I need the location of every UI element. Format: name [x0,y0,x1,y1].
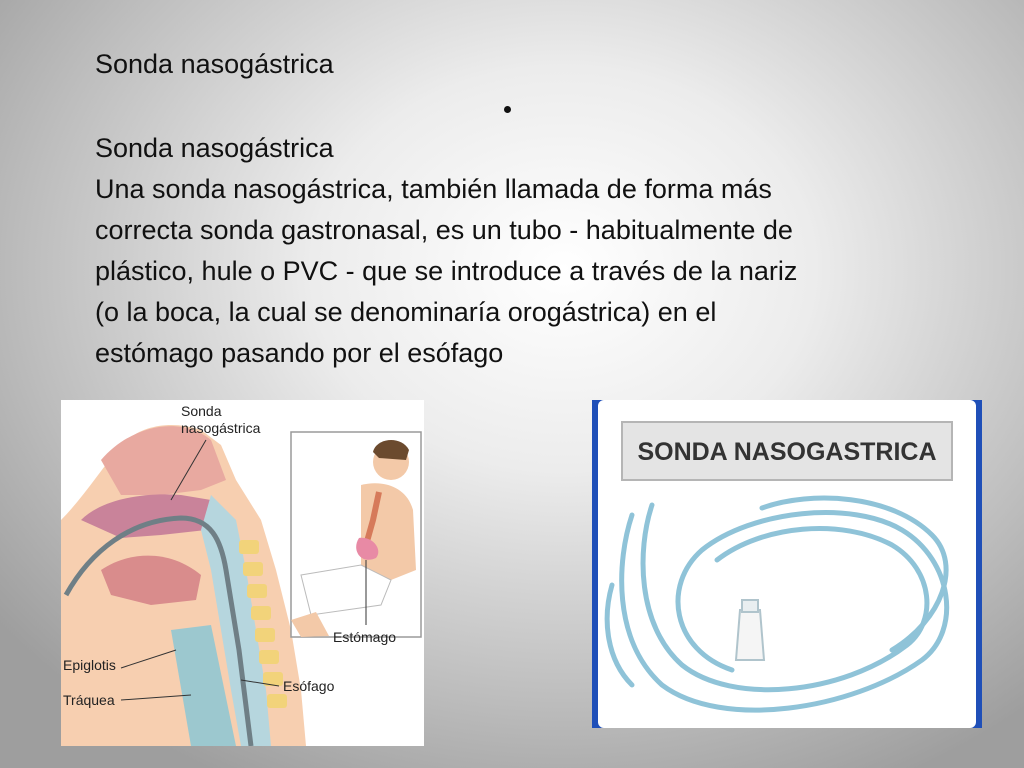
body-line: correcta sonda gastronasal, es un tubo - habitualmente de [95,215,793,245]
product-photo [592,400,982,728]
label-tube-1: Sonda [181,403,222,419]
product-banner-text: SONDA NASOGASTRICA [637,438,937,466]
body-line: Una sonda nasogástrica, también llamada de forma más [95,174,772,204]
slide-body [95,128,915,374]
body-line: (o la boca, la cual se denominaría orogástrica) en el [95,297,717,327]
body-heading: Sonda nasogástrica [95,133,334,163]
bullet-dot [504,106,511,113]
label-trachea: Tráquea [63,692,115,708]
body-line: plástico, hule o PVC - que se introduce a través de la nariz [95,256,798,286]
anatomy-illustration [61,400,424,746]
label-epiglottis: Epiglotis [63,657,116,673]
slide-title: Sonda nasogástrica [95,49,334,79]
label-tube-2: nasogástrica [181,420,261,436]
label-esophagus: Esófago [283,678,335,694]
label-stomach: Estómago [333,629,397,645]
body-line: estómago pasando por el esófago [95,338,504,368]
